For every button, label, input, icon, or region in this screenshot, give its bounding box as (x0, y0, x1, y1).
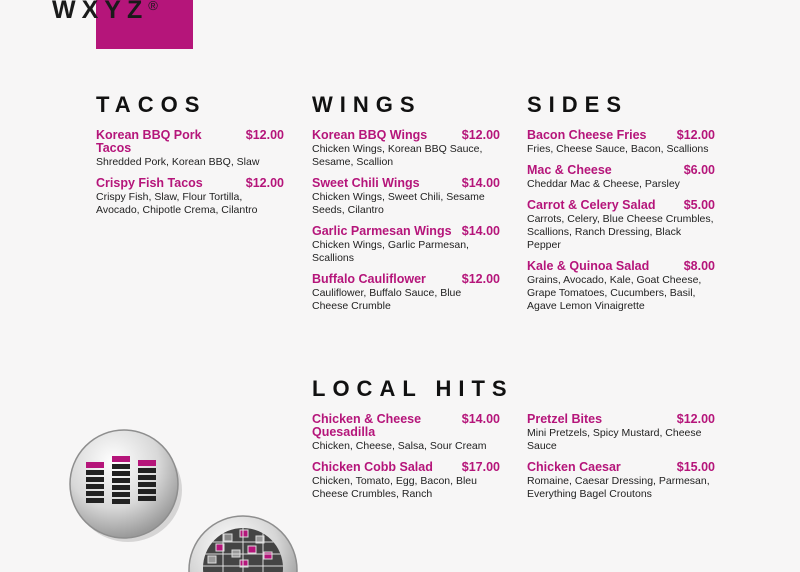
menu-item-price: $15.00 (676, 460, 715, 474)
menu-item-price: $12.00 (461, 272, 500, 286)
menu-item-name: Buffalo Cauliflower (312, 272, 426, 286)
menu-item-name: Korean BBQ Pork Tacos (96, 128, 202, 155)
menu-item (527, 260, 715, 313)
menu-item-name: Korean BBQ Wings (312, 128, 428, 142)
menu-item-description: Chicken Wings, Garlic Parmesan, Scallions (312, 239, 469, 264)
brand-name: WXYZ (52, 0, 149, 24)
local-hits-right-list (527, 413, 715, 509)
menu-item-description: Cauliflower, Buffalo Sauce, Blue Cheese Crumble (312, 287, 462, 312)
menu-item-description: Chicken Wings, Korean BBQ Sauce, Sesame, Scallion (312, 143, 483, 168)
menu-item-header (527, 461, 715, 474)
brand-logo (52, 0, 158, 25)
menu-item-price: $8.00 (683, 259, 715, 273)
menu-item-description: Chicken Wings, Sweet Chili, Sesame Seeds, Cilantro (312, 191, 485, 216)
menu-item-price: $12.00 (676, 412, 715, 426)
section-title-wings: WINGS (312, 92, 422, 117)
registered-mark: ® (148, 0, 158, 13)
menu-item-description: Romaine, Caesar Dressing, Parmesan, Everything Bagel Croutons (527, 475, 710, 500)
menu-item-header (96, 177, 284, 190)
menu-item (312, 413, 500, 453)
menu-item (96, 177, 284, 217)
menu-item-name: Kale & Quinoa Salad (527, 259, 650, 273)
equalizer-button-icon (68, 428, 184, 544)
menu-item (527, 164, 715, 191)
menu-item-price: $17.00 (461, 460, 500, 474)
menu-item-header (527, 199, 715, 212)
menu-item-price: $12.00 (245, 176, 284, 190)
menu-item (312, 461, 500, 501)
menu-item (96, 129, 284, 169)
menu-item-header (527, 129, 715, 142)
wings-list (312, 129, 500, 321)
menu-item-header (312, 273, 500, 286)
menu-item-header (527, 260, 715, 273)
menu-item (312, 177, 500, 217)
menu-item-price: $5.00 (683, 198, 715, 212)
local-hits-left-list (312, 413, 500, 509)
menu-item-name: Chicken Cobb Salad (312, 460, 433, 474)
menu-item-description: Mini Pretzels, Spicy Mustard, Cheese Sauce (527, 427, 702, 452)
menu-item (312, 273, 500, 313)
menu-item-header (527, 413, 715, 426)
menu-item-name: Carrot & Celery Salad (527, 198, 656, 212)
menu-item (527, 413, 715, 453)
menu-item-price: $6.00 (683, 163, 715, 177)
menu-item-name: Chicken & Cheese Quesadilla (312, 412, 422, 439)
menu-item-price: $12.00 (676, 128, 715, 142)
sides-list (527, 129, 715, 321)
section-title-sides: SIDES (527, 92, 629, 117)
menu-item-description: Carrots, Celery, Blue Cheese Crumbles, Scallions, Ranch Dressing, Black Pepper (527, 213, 714, 251)
menu-item-description: Chicken, Tomato, Egg, Bacon, Bleu Cheese Crumbles, Ranch (312, 475, 477, 500)
menu-item-description: Fries, Cheese Sauce, Bacon, Scallions (527, 143, 709, 155)
menu-item (312, 225, 500, 265)
menu-item-header (527, 164, 715, 177)
menu-item-header (312, 413, 500, 439)
menu-item-name: Mac & Cheese (527, 163, 612, 177)
tacos-list (96, 129, 284, 225)
menu-item-description: Crispy Fish, Slaw, Flour Tortilla, Avocado, Chipotle Crema, Cilantro (96, 191, 258, 216)
menu-item-description: Grains, Avocado, Kale, Goat Cheese, Grape Tomatoes, Cucumbers, Basil, Agave Lemon Vinaigrette (527, 274, 702, 312)
menu-item-name: Crispy Fish Tacos (96, 176, 203, 190)
menu-item (527, 199, 715, 252)
menu-item-name: Sweet Chili Wings (312, 176, 420, 190)
menu-item-name: Chicken Caesar (527, 460, 621, 474)
menu-item-description: Shredded Pork, Korean BBQ, Slaw (96, 156, 260, 168)
menu-item-description: Chicken, Cheese, Salsa, Sour Cream (312, 440, 487, 452)
menu-item (312, 129, 500, 169)
menu-item-price: $12.00 (245, 128, 284, 142)
menu-item-header (312, 225, 500, 238)
menu-item-header (312, 461, 500, 474)
menu-item-name: Bacon Cheese Fries (527, 128, 647, 142)
menu-item-name: Pretzel Bites (527, 412, 603, 426)
menu-item-price: $14.00 (461, 224, 500, 238)
disco-ball-button-icon (188, 512, 298, 572)
menu-item (527, 461, 715, 501)
menu-item-header (312, 177, 500, 190)
section-title-local-hits: LOCAL HITS (312, 376, 514, 401)
menu-item-header (96, 129, 284, 155)
menu-item (527, 129, 715, 156)
menu-item-price: $12.00 (461, 128, 500, 142)
menu-item-description: Cheddar Mac & Cheese, Parsley (527, 178, 680, 190)
menu-item-price: $14.00 (461, 176, 500, 190)
section-title-tacos: TACOS (96, 92, 207, 117)
menu-item-name: Garlic Parmesan Wings (312, 224, 452, 238)
menu-item-header (312, 129, 500, 142)
menu-item-price: $14.00 (461, 412, 500, 426)
